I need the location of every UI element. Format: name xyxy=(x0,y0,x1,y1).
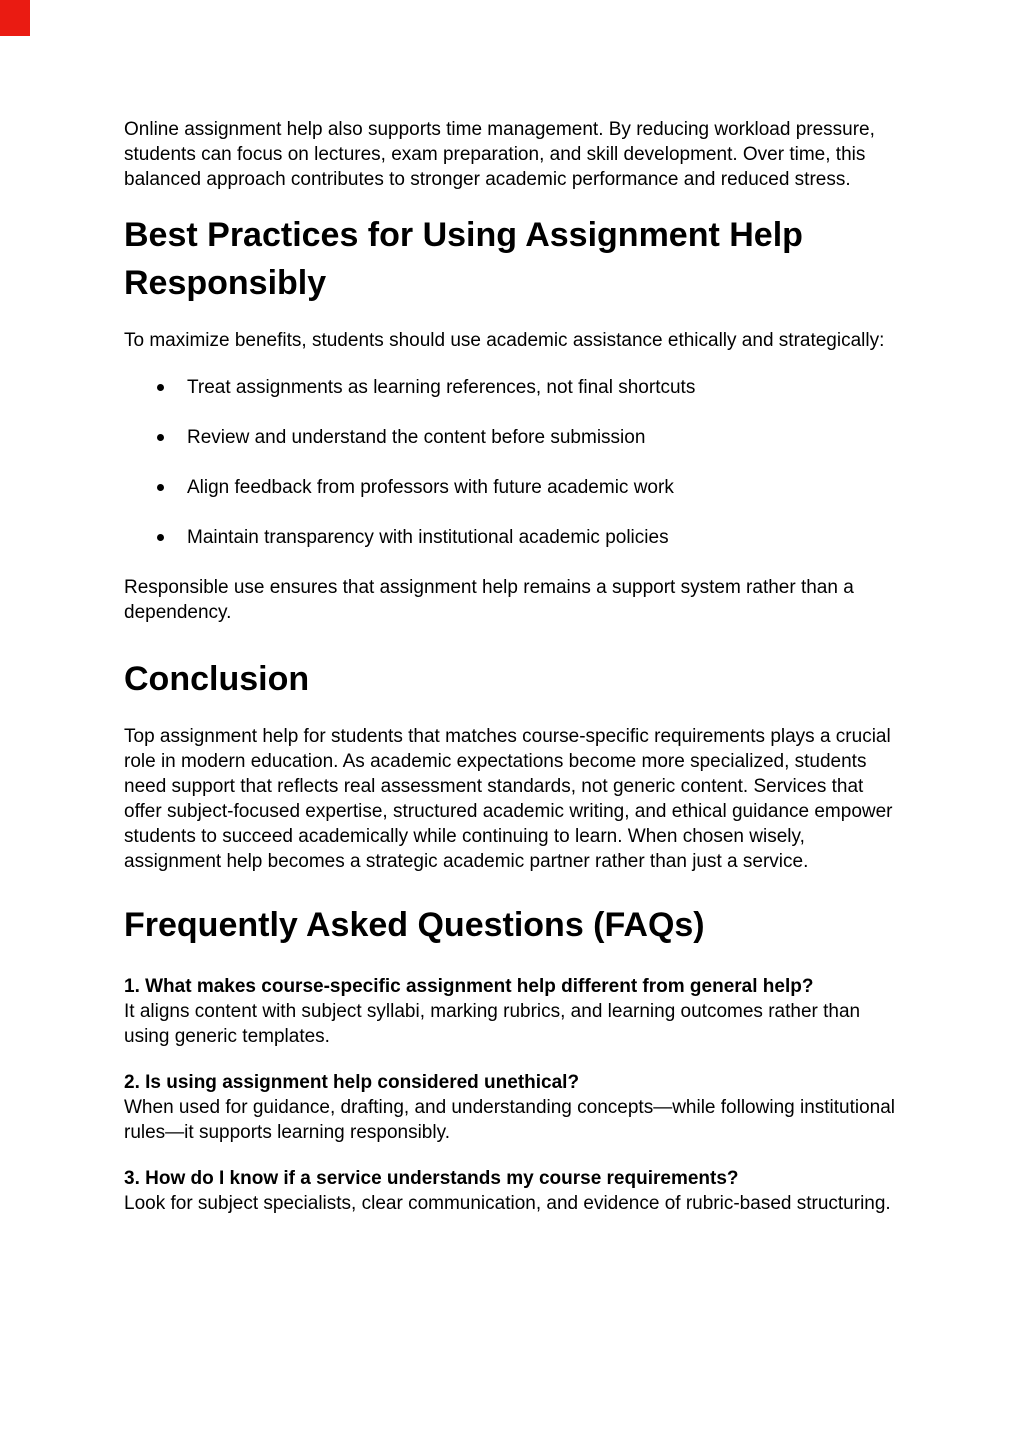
bullet-dot-icon xyxy=(157,534,164,541)
bullet-item xyxy=(124,425,900,450)
conclusion-paragraph xyxy=(124,724,900,874)
faq-answer xyxy=(124,999,900,1049)
text-line: dependency. xyxy=(124,602,232,623)
faq-question: 2. Is using assignment help considered unethical? xyxy=(124,1072,580,1093)
text-line: Look for subject specialists, clear communication, and evidence of rubric-based structuring. xyxy=(124,1193,891,1214)
text-line: balanced approach contributes to stronger academic performance and reduced stress. xyxy=(124,169,851,190)
bullet-text: Align feedback from professors with future academic work xyxy=(187,477,674,498)
text-line: Responsible use ensures that assignment help remains a support system rather than a xyxy=(124,577,854,598)
bullet-item xyxy=(124,475,900,500)
bullet-text: Maintain transparency with institutional academic policies xyxy=(187,527,669,548)
bullet-dot-icon xyxy=(157,484,164,491)
best-practices-intro: To maximize benefits, students should use academic assistance ethically and strategically: xyxy=(124,330,885,351)
text-line: using generic templates. xyxy=(124,1026,330,1047)
intro-paragraph xyxy=(124,117,900,192)
text-line: students to succeed academically while continuing to learn. When chosen wisely, xyxy=(124,826,805,847)
bullet-item xyxy=(124,525,900,550)
text-line: need support that reflects real assessment standards, not generic content. Services that xyxy=(124,776,864,797)
bullet-dot-icon xyxy=(157,434,164,441)
best-practices-list xyxy=(124,375,900,550)
responsible-use-paragraph xyxy=(124,575,900,625)
faq-item xyxy=(124,1166,900,1216)
text-line: students can focus on lectures, exam preparation, and skill development. Over time, this xyxy=(124,144,866,165)
text-line: rules—it supports learning responsibly. xyxy=(124,1122,450,1143)
text-line: role in modern education. As academic expectations become more specialized, students xyxy=(124,751,867,772)
text-line: assignment help becomes a strategic academic partner rather than just a service. xyxy=(124,851,809,872)
text-line: Best Practices for Using Assignment Help xyxy=(124,216,803,254)
faq-answer xyxy=(124,1095,900,1145)
faq-item xyxy=(124,974,900,1049)
bullet-dot-icon xyxy=(157,384,164,391)
text-line: Online assignment help also supports time management. By reducing workload pressure, xyxy=(124,119,875,140)
red-marker xyxy=(0,0,30,36)
text-line: Top assignment help for students that matches course-specific requirements plays a crucial xyxy=(124,726,891,747)
text-line: offer subject-focused expertise, structured academic writing, and ethical guidance empower xyxy=(124,801,893,822)
heading-faq: Frequently Asked Questions (FAQs) xyxy=(124,906,705,944)
faq-item xyxy=(124,1070,900,1145)
text-line: When used for guidance, drafting, and understanding concepts—while following institutional xyxy=(124,1097,896,1118)
text-line: Responsibly xyxy=(124,264,327,302)
heading-conclusion: Conclusion xyxy=(124,660,310,698)
bullet-item xyxy=(124,375,900,400)
faq-question: 3. How do I know if a service understands my course requirements? xyxy=(124,1168,739,1189)
bullet-text: Review and understand the content before submission xyxy=(187,427,646,448)
faq-answer xyxy=(124,1191,900,1216)
heading-best-practices xyxy=(124,211,900,307)
text-line: It aligns content with subject syllabi, marking rubrics, and learning outcomes rather than xyxy=(124,1001,861,1022)
faq-question: 1. What makes course-specific assignment help different from general help? xyxy=(124,976,814,997)
bullet-text: Treat assignments as learning references, not final shortcuts xyxy=(187,377,696,398)
